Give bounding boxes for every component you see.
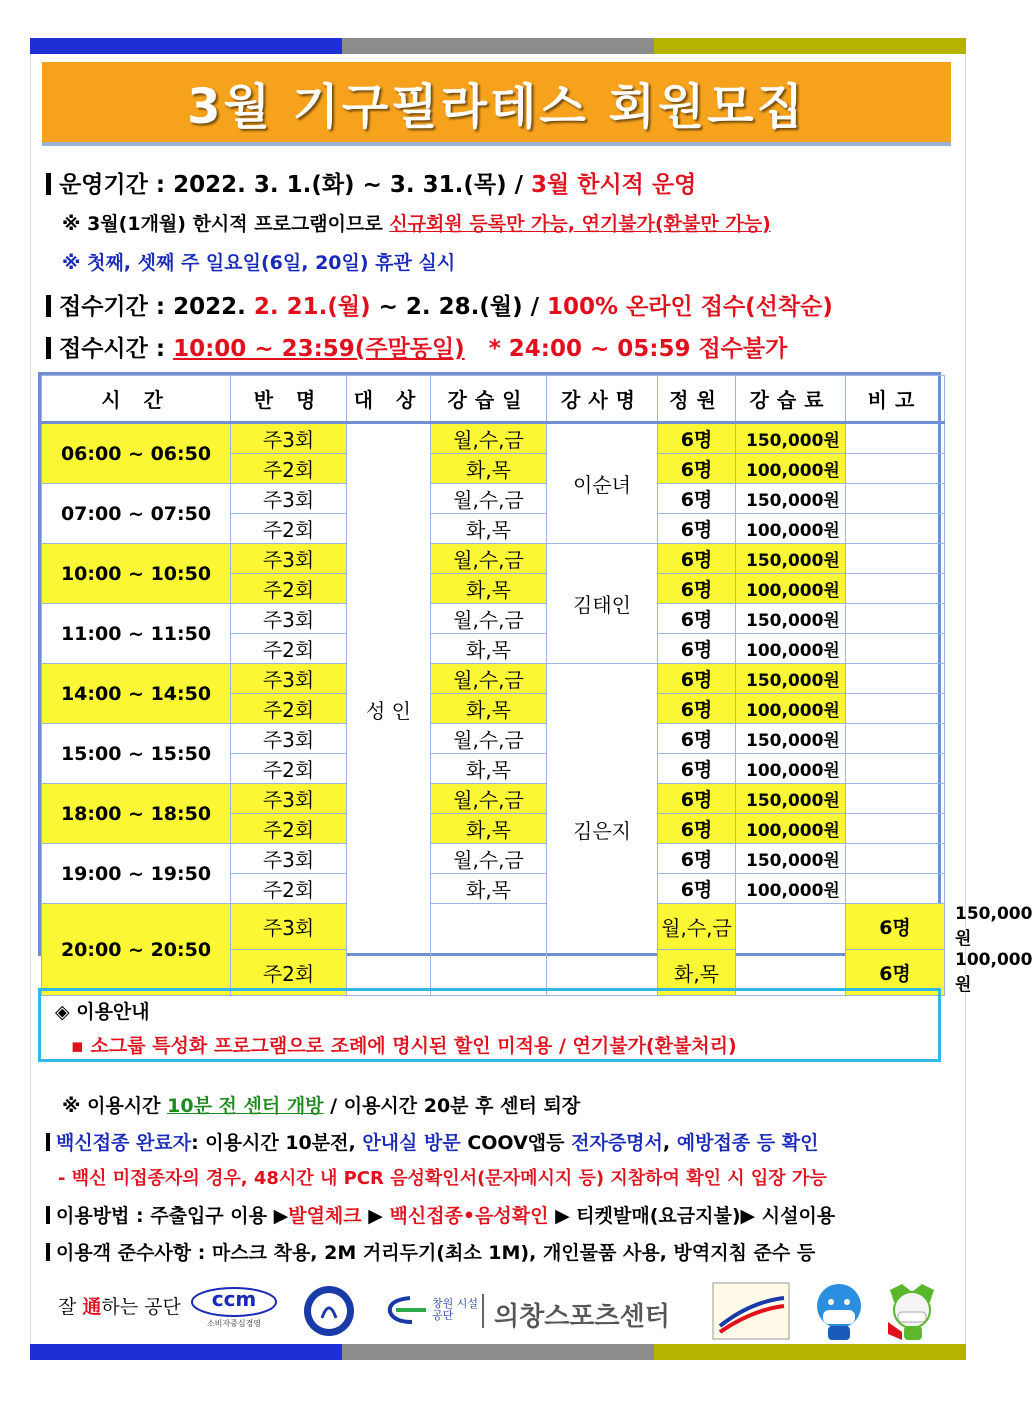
class-name: 주3회 [231, 784, 347, 814]
schedule-table [38, 372, 1032, 995]
note-cell [846, 454, 945, 484]
usage-time-note: ※ 이용시간 10분 전 센터 개방 / 이용시간 20분 후 센터 퇴장 [62, 1095, 581, 1117]
fee: 150,000원 [736, 544, 846, 574]
fee: 150,000원 [736, 844, 846, 874]
header-instructor: 강사명 [547, 376, 658, 423]
capacity: 6명 [658, 574, 736, 604]
fee: 150,000원 [736, 664, 846, 694]
capacity: 6명 [658, 754, 736, 784]
class-name: 주2회 [231, 814, 347, 844]
capacity: 6명 [658, 634, 736, 664]
class-name: 주2회 [231, 874, 347, 904]
slogan-logo: 잘 通하는 공단 [58, 1296, 181, 1318]
bullet-mark [46, 1133, 50, 1151]
capacity: 6명 [658, 544, 736, 574]
slot-time: 06:00 ~ 06:50 [42, 423, 231, 484]
table-row [42, 423, 945, 454]
divider [482, 1294, 484, 1328]
class-days: 화,목 [431, 454, 547, 484]
class-days: 화,목 [431, 754, 547, 784]
note-cell [846, 694, 945, 724]
notice-closure: ※ 첫째, 셋째 주 일요일(6일, 20일) 휴관 실시 [62, 252, 456, 274]
fee: 100,000원 [736, 754, 846, 784]
usage-info-box [38, 988, 941, 1062]
class-name: 주3회 [231, 664, 347, 694]
class-name: 주3회 [231, 844, 347, 874]
capacity: 6명 [658, 484, 736, 514]
bullet-mark [46, 173, 51, 195]
class-days: 화,목 [658, 950, 736, 996]
fee: 150,000원 [736, 423, 846, 454]
table-row [42, 484, 945, 514]
class-name: 주3회 [231, 544, 347, 574]
bullet-mark [46, 337, 51, 359]
note-cell [846, 724, 945, 754]
unvaccinated-line: - 백신 미접종자의 경우, 48시간 내 PCR 음성확인서(문자메시지 등) 지참하여 확인 시 입장 가능 [58, 1168, 827, 1189]
capacity: 6명 [658, 784, 736, 814]
operation-period: 운영기간 : 2022. 3. 1.(화) ~ 3. 31.(목) / 3월 한시적 운영 [46, 166, 696, 199]
header-class: 반 명 [231, 376, 347, 423]
capacity: 6명 [658, 514, 736, 544]
fee: 150,000원 [736, 724, 846, 754]
class-days: 화,목 [431, 634, 547, 664]
usage-info-heading: ◈ 이용안내 [55, 1001, 150, 1023]
fee: 100,000원 [736, 514, 846, 544]
capacity: 6명 [658, 604, 736, 634]
instructor-cell: 김태인 [547, 544, 658, 664]
fee: 100,000원 [736, 454, 846, 484]
class-days: 월,수,금 [431, 484, 547, 514]
class-name: 주2회 [231, 454, 347, 484]
class-days: 화,목 [431, 574, 547, 604]
class-name: 주3회 [231, 484, 347, 514]
instructor-cell: 김은지 [547, 664, 658, 996]
mascot-left-graphic [806, 1280, 872, 1342]
certification-logo [712, 1282, 790, 1344]
header-note: 비고 [846, 376, 945, 423]
note-cell [846, 754, 945, 784]
note-cell [846, 604, 945, 634]
certification-logo-graphic [712, 1282, 790, 1340]
header-capacity: 정원 [658, 376, 736, 423]
header-target: 대 상 [347, 376, 431, 423]
note-cell [846, 784, 945, 814]
table-row [42, 784, 945, 814]
bullet-mark [46, 1206, 50, 1224]
slot-time: 19:00 ~ 19:50 [42, 844, 231, 904]
capacity: 6명 [658, 423, 736, 454]
slot-time: 20:00 ~ 20:50 [42, 904, 231, 996]
mascot-right-icon [878, 1280, 946, 1346]
class-name: 주2회 [231, 634, 347, 664]
class-days: 월,수,금 [431, 664, 547, 694]
class-days: 월,수,금 [431, 784, 547, 814]
notice-registration: ※ 3월(1개월) 한시적 프로그램이므로 신규회원 등록만 가능, 연기불가(환불만 가능) [62, 213, 771, 235]
class-days: 화,목 [431, 694, 547, 724]
class-name: 주2회 [231, 950, 347, 996]
reception-period: 접수기간 : 2022. 2. 21.(월) ~ 2. 28.(월) / 100% 온라인 접수(선착순) [46, 288, 833, 321]
bottom-color-bar [30, 1344, 966, 1360]
instructor-cell-tail [736, 904, 846, 996]
note-cell [846, 574, 945, 604]
table-row [42, 724, 945, 754]
note-cell [846, 544, 945, 574]
header-time: 시 간 [42, 376, 231, 423]
class-days: 화,목 [431, 874, 547, 904]
facility-logo-graphic [386, 1294, 434, 1326]
table-row [42, 664, 945, 694]
class-name: 주3회 [231, 724, 347, 754]
sports-center-name: 의창스포츠센터 [494, 1302, 670, 1332]
reception-time: 접수시간 : 10:00 ~ 23:59(주말동일) * 24:00 ~ 05:59 접수불가 [46, 330, 787, 363]
table-row [42, 544, 945, 574]
capacity: 6명 [658, 844, 736, 874]
table-row [42, 604, 945, 634]
class-days: 월,수,금 [431, 544, 547, 574]
target-cell-tail [431, 904, 547, 996]
note-cell [846, 423, 945, 454]
header-fee: 강습료 [736, 376, 846, 423]
slot-time: 07:00 ~ 07:50 [42, 484, 231, 544]
class-days: 월,수,금 [431, 604, 547, 634]
instructor-cell: 이순녀 [547, 423, 658, 544]
capacity: 6명 [658, 454, 736, 484]
fee: 150,000원 [736, 484, 846, 514]
class-name: 주2회 [231, 574, 347, 604]
slot-time: 11:00 ~ 11:50 [42, 604, 231, 664]
bullet-mark [46, 1243, 50, 1261]
bullet-mark [46, 295, 51, 317]
slot-time: 10:00 ~ 10:50 [42, 544, 231, 604]
fee: 150,000원 [736, 784, 846, 814]
fee: 100,000원 [736, 634, 846, 664]
note-cell [846, 634, 945, 664]
slot-time: 18:00 ~ 18:50 [42, 784, 231, 844]
note-cell [846, 484, 945, 514]
usage-info-bullet: ▪ 소그룹 특성화 프로그램으로 조례에 명시된 할인 미적용 / 연기불가(환불처리) [71, 1035, 737, 1057]
capacity: 6명 [658, 664, 736, 694]
human-rights-logo [302, 1284, 356, 1342]
table-row: 주2회 화,목 6명 100,000원 [42, 950, 945, 996]
slot-time: 14:00 ~ 14:50 [42, 664, 231, 724]
target-cell: 성 인 [347, 423, 431, 996]
fee: 100,000원 [736, 694, 846, 724]
class-days: 화,목 [431, 814, 547, 844]
facility-logo-mark [386, 1294, 434, 1330]
class-days: 월,수,금 [431, 724, 547, 754]
class-name: 주3회 [231, 423, 347, 454]
class-name: 주2회 [231, 514, 347, 544]
ccm-logo: ccm 소비자중심경영 [188, 1284, 280, 1332]
fee: 100,000원 [736, 814, 846, 844]
table-header-row [42, 376, 945, 423]
note-cell [846, 514, 945, 544]
note-cell [846, 874, 945, 904]
capacity: 6명 [658, 694, 736, 724]
rules-line: 이용객 준수사항 : 마스크 착용, 2M 거리두기(최소 1M), 개인물품 사용, 방역지침 준수 등 [46, 1238, 815, 1265]
top-color-bar [30, 38, 966, 54]
class-days: 화,목 [431, 514, 547, 544]
slot-time: 15:00 ~ 15:50 [42, 724, 231, 784]
class-name: 주3회 [231, 604, 347, 634]
fee: 100,000원 [736, 574, 846, 604]
capacity: 6명 [846, 950, 945, 996]
capacity: 6명 [846, 904, 945, 950]
fee: 150,000원 [736, 604, 846, 634]
table-row: 20:00 ~ 20:50 주3회 월,수,금 6명 150,000원 [42, 904, 945, 950]
note-cell [846, 814, 945, 844]
class-days: 월,수,금 [658, 904, 736, 950]
human-rights-logo-graphic [302, 1284, 356, 1338]
fee: 100,000원 [736, 874, 846, 904]
class-days: 월,수,금 [431, 423, 547, 454]
class-days: 월,수,금 [431, 844, 547, 874]
class-name: 주2회 [231, 754, 347, 784]
mascot-left-icon [806, 1280, 872, 1346]
note-cell [846, 844, 945, 874]
capacity: 6명 [658, 724, 736, 754]
vaccine-line: 백신접종 완료자: 이용시간 10분전, 안내실 방문 COOV앱등 전자증명서, 예방접종 등 확인 [46, 1128, 818, 1155]
capacity: 6명 [658, 814, 736, 844]
note-cell [846, 664, 945, 694]
capacity: 6명 [658, 874, 736, 904]
table-row [42, 844, 945, 874]
facility-name-small: 창원 시설공단 [432, 1297, 479, 1322]
page-title: 3월 기구필라테스 회원모집 [42, 62, 951, 142]
method-line: 이용방법 : 주출입구 이용 ▶발열체크 ▶ 백신접종•음성확인 ▶ 티켓발매(요금지불)▶ 시설이용 [46, 1201, 835, 1228]
class-name: 주3회 [231, 904, 347, 950]
class-name: 주2회 [231, 694, 347, 724]
mascot-right-graphic [878, 1280, 946, 1342]
header-days: 강습일 [431, 376, 547, 423]
